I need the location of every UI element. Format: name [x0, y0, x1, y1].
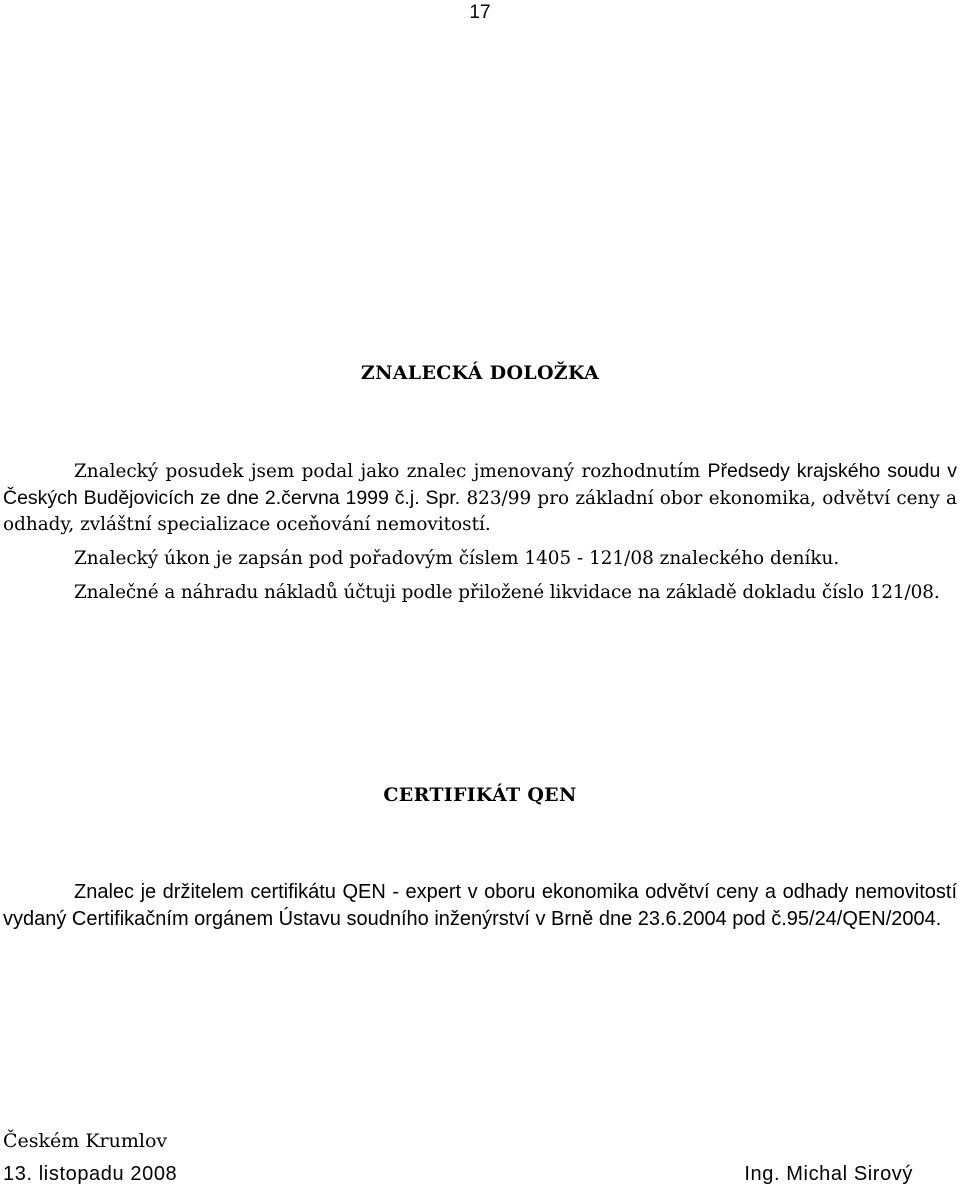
paragraph-appointment-part-c: 823/99 pro základní obor ekonomika, odvětví ceny a odhady, zvláštní specializace oceňování nemovitostí.	[3, 488, 958, 535]
signature-name: Ing. Michal Sirový	[744, 1163, 913, 1185]
paragraph-appointment-part-b: Předsedy krajského soudu v Českých Budějovicích ze dne 2.června 1999 č.j. Spr.	[3, 460, 957, 509]
paragraph-registry: Znalecký úkon je zapsán pod pořadovým číslem 1405 - 121/08 znaleckého deníku.	[74, 548, 840, 569]
paragraph-appointment	[3, 458, 957, 538]
certifikat-body	[3, 879, 957, 932]
paragraph-fee: Znalečné a náhradu nákladů účtuji podle přiložené likvidace na základě dokladu číslo 121/08.	[74, 582, 940, 603]
znalecka-dolozka-body	[3, 458, 957, 606]
place: Českém Krumlov	[3, 1130, 168, 1152]
section-title-znalecka-dolozka: ZNALECKÁ DOLOŽKA	[360, 362, 600, 384]
paragraph-certificate: Znalec je držitelem certifikátu QEN - expert v oboru ekonomika odvětví ceny a odhady nemovitostí vydaný Certifikačním orgánem Ústavu soudního inženýrství v Brně dne 23.6.2004 pod č.95/24/QEN/2004.	[3, 881, 957, 930]
page-number: 17	[469, 2, 491, 23]
section-title-certifikat: CERTIFIKÁT QEN	[383, 784, 577, 806]
paragraph-appointment-part-a: Znalecký posudek jsem podal jako znalec jmenovaný rozhodnutím	[74, 461, 708, 482]
date: 13. listopadu 2008	[3, 1163, 178, 1185]
